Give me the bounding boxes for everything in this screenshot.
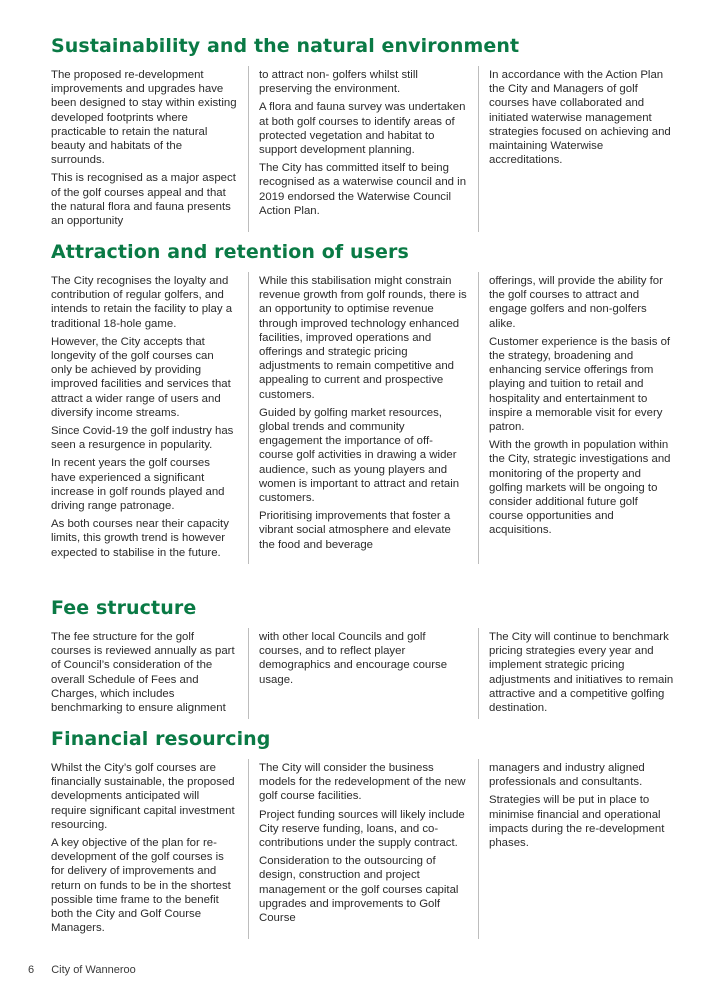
- section-heading: Attraction and retention of users: [51, 241, 409, 263]
- column-3: [489, 274, 675, 564]
- paragraph: With the growth in population within the City, strategic investigations and monitoring of the property and golfing markets will be ongoing to consider additional future golf course opportunities and acquisitions.: [489, 439, 671, 537]
- column-3: [489, 630, 675, 719]
- paragraph: to attract non- golfers whilst still preserving the environment.: [259, 69, 418, 96]
- page-footer: [28, 964, 136, 976]
- section-fee-structure: [51, 597, 674, 715]
- section-heading: Fee structure: [51, 597, 197, 619]
- column-1: [51, 761, 237, 939]
- paragraph: Since Covid-19 the golf industry has seen a resurgence in popularity.: [51, 425, 234, 452]
- paragraph: Customer experience is the basis of the strategy, broadening and enhancing service offerings from playing and tuition to retail and hospitality and entertainment to inspire a memorable visit for every patron.: [489, 335, 671, 434]
- paragraph: offerings, will provide the ability for the golf courses to attract and engage golfers and non-golfers alike.: [489, 275, 663, 330]
- section-heading: Financial resourcing: [51, 728, 271, 750]
- footer-organisation: City of Wanneroo: [51, 964, 136, 976]
- paragraph: The proposed re-development improvements and upgrades have been designed to stay within existing developed footprints where practicable to retain the natural beauty and habitats of the surrounds.: [51, 69, 237, 167]
- column-3: [489, 761, 675, 939]
- paragraph: with other local Councils and golf courses, and to reflect player demographics and encourage course usage.: [259, 631, 448, 686]
- paragraph: Guided by golfing market resources, global trends and community engagement the importance of off-course golf activities in drawing a wider audience, such as young players and women is important to attract and retain customers.: [259, 406, 460, 505]
- section-sustainability: [51, 35, 671, 228]
- column-2: [259, 630, 467, 719]
- section-columns: [51, 68, 675, 232]
- paragraph: Project funding sources will likely include City reserve funding, loans, and co-contributions under the supply contract.: [259, 808, 465, 850]
- column-2: [259, 68, 467, 232]
- paragraph: Whilst the City’s golf courses are financially sustainable, the proposed developments anticipated will require significant capital investment resourcing.: [51, 762, 235, 831]
- column-2: [259, 761, 467, 939]
- paragraph: Strategies will be put in place to minimise financial and operational impacts during the re-development phases.: [489, 794, 665, 850]
- paragraph: The fee structure for the golf courses is reviewed annually as part of Council’s consideration of the overall Schedule of Fees and Charges, which includes benchmarking to ensure alignment: [51, 631, 235, 715]
- paragraph: A key objective of the plan for re-development of the golf courses is for delivery of improvements and return on funds to be in the shortest possible time frame to the benefit both the City and Golf Course Managers.: [51, 837, 231, 935]
- section-columns: [51, 274, 675, 564]
- column-1: [51, 630, 237, 719]
- section-financial-resourcing: [51, 728, 665, 935]
- paragraph: This is recognised as a major aspect of the golf courses appeal and that the natural flora and fauna presents an opportunity: [51, 172, 236, 228]
- column-1: [51, 274, 237, 564]
- paragraph: In accordance with the Action Plan the City and Managers of golf courses have collaborated and initiated waterwise management strategies focused on achieving and maintaining Waterwise accreditations.: [489, 69, 671, 167]
- section-attraction: [51, 241, 671, 559]
- paragraph: In recent years the golf courses have experienced a significant increase in golf rounds played and driving range patronage.: [51, 457, 225, 513]
- paragraph: A flora and fauna survey was undertaken at both golf courses to identify areas of protected vegetation and habitat to support development planning.: [259, 101, 466, 157]
- paragraph: The City has committed itself to being recognised as a waterwise council and in 2019 endorsed the Waterwise Council Action Plan.: [259, 162, 467, 217]
- paragraph: The City will consider the business models for the redevelopment of the new golf course facilities.: [259, 762, 466, 803]
- column-3: [489, 68, 675, 232]
- paragraph: Prioritising improvements that foster a vibrant social atmosphere and elevate the food and beverage: [259, 510, 451, 551]
- paragraph: managers and industry aligned professionals and consultants.: [489, 762, 645, 789]
- section-columns: [51, 761, 675, 939]
- paragraph: The City recognises the loyalty and contribution of regular golfers, and intends to retain the facility to play a traditional 18-hole game.: [51, 275, 233, 330]
- paragraph: As both courses near their capacity limits, this growth trend is however expected to stabilise in the future.: [51, 518, 229, 559]
- paragraph: The City will continue to benchmark pricing strategies every year and implement strategic pricing adjustments and initiatives to remain attractive and a competitive golfing destination.: [489, 631, 674, 715]
- paragraph: However, the City accepts that longevity of the golf courses can only be achieved by providing improved facilities and services that attract a wider range of users and diversify income streams.: [51, 335, 231, 419]
- paragraph: Consideration to the outsourcing of design, construction and project management or the golf courses capital upgrades and improvements to Golf Course: [259, 855, 459, 925]
- page-number: 6: [28, 964, 35, 976]
- section-heading: Sustainability and the natural environment: [51, 35, 520, 57]
- column-1: [51, 68, 237, 232]
- section-columns: [51, 630, 675, 719]
- column-2: [259, 274, 467, 564]
- paragraph: While this stabilisation might constrain revenue growth from golf rounds, there is an opportunity to optimise revenue through improved technology enhanced facilities, improved operations and offerings and strategic pricing adjustments to remain competitive and appealing to current and prospective customers.: [259, 275, 467, 401]
